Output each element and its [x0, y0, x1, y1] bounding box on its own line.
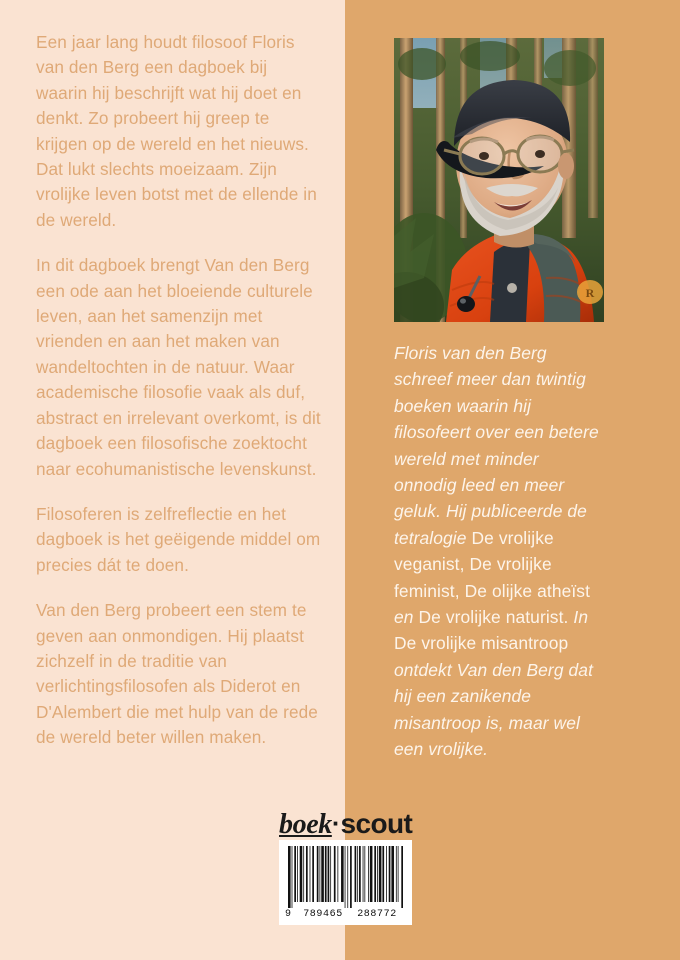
barcode-digits [285, 906, 407, 922]
blurb-paragraph-1: Een jaar lang houdt filosoof Floris van den Berg een dagboek bij waarin hij beschrijft wat hij doet en denkt. Zo probeert hij greep te krijgen op de wereld en het nieuws. Dat lukt slechts moeizaam. Zijn vrolijke leven botst met de ellende in de wereld. [36, 32, 317, 230]
book-title-vrolijke-feminist: De vrolijke feminist [394, 554, 552, 601]
bio-segment: , [454, 580, 465, 601]
book-title-vrolijke-veganist: De vrolijke veganist [394, 527, 554, 575]
bio-segment: ontdekt Van den Berg dat hij een zanikende misantroop is, maar wel een vrolijke. [394, 659, 593, 760]
book-title-olijke-atheist: De olijke atheïst [464, 580, 591, 601]
publisher-logo-separator: · [331, 808, 341, 838]
bio-segment: , [459, 554, 470, 575]
publisher-logo [279, 808, 411, 838]
author-photo-image [394, 38, 604, 322]
author-bio-text [394, 340, 606, 763]
publisher-logo-boek-text: boek [279, 809, 332, 840]
svg-text:R: R [585, 286, 595, 300]
bio-segment: en [394, 607, 419, 628]
barcode [279, 840, 412, 925]
author-photo [394, 38, 604, 322]
blurb-paragraph-3: Filosoferen is zelfreflectie en het dagboek is het geëigende middel om precies dát te doen. [36, 503, 321, 575]
bio-segment: . [563, 607, 574, 628]
blurb-text-block [36, 30, 322, 751]
barcode-digit-group-3: 288772 [357, 908, 397, 920]
book-title-vrolijke-misantroop: De vrolijke misantroop [394, 633, 569, 654]
bio-segment: Floris van den Berg schreef meer dan twintig boeken waarin hij filosofeert over een betere wereld met minder onnodig leed en meer geluk. Hij publiceerde de tetralogie [394, 343, 599, 548]
blurb-paragraph-2: In dit dagboek brengt Van den Berg een ode aan het bloeiende culturele leven, aan het samenzijn met vrienden en aan het maken van wandeltochten in de natuur. Waar academische filosofie vaak als duf, abstract en irrelevant overkomt, is dit dagboek een filosofische zoektocht naar ecohumanistische levenskunst. [36, 255, 321, 479]
bio-segment: In [573, 607, 589, 628]
blurb-paragraph-4: Van den Berg probeert een stem te geven aan onmondigen. Hij plaatst zichzelf in de traditie van verlichtingsfilosofen als Diderot en D'Alembert die met hulp van de rede de wereld beter willen maken. [36, 600, 318, 748]
barcode-digit-group-2: 789465 [303, 908, 343, 920]
publisher-logo-boek [279, 809, 332, 840]
barcode-digit-group-1: 9 [285, 908, 292, 920]
publisher-logo-scout: scout [340, 808, 413, 839]
book-title-vrolijke-naturist: De vrolijke naturist [418, 607, 564, 628]
barcode-bars [288, 846, 404, 908]
